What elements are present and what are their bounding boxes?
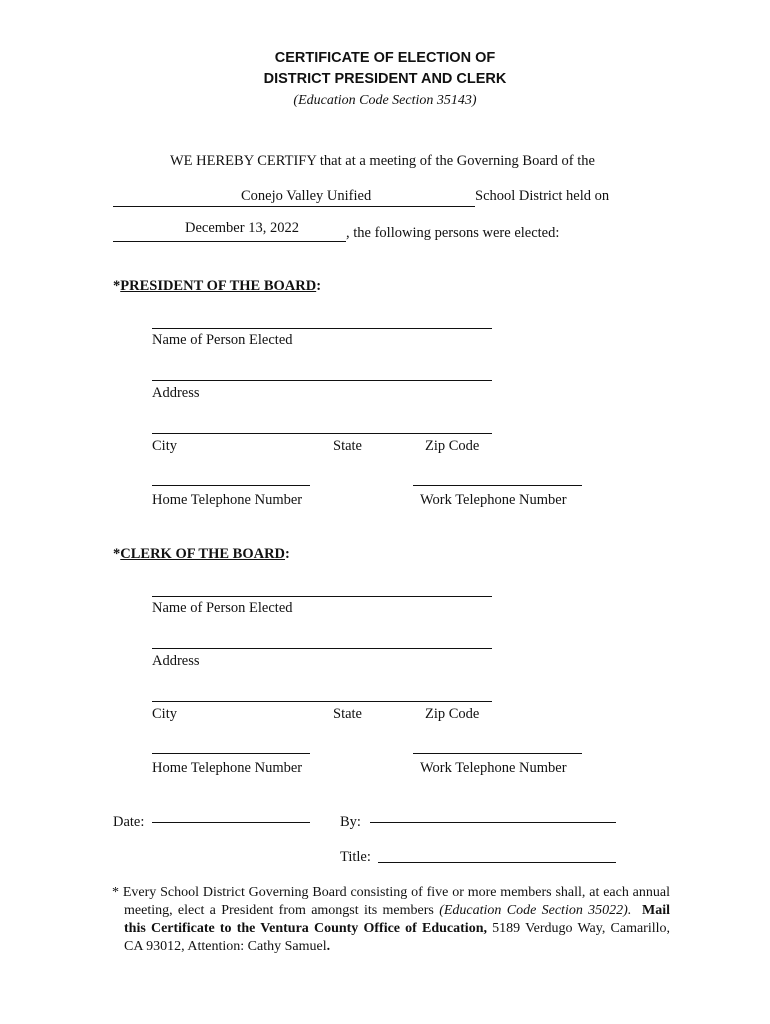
clerk-heading-text: CLERK OF THE BOARD — [120, 546, 286, 562]
clerk-work-phone-line[interactable] — [413, 753, 582, 754]
president-home-phone-line[interactable] — [152, 485, 310, 486]
clerk-zip-label: Zip Code — [425, 706, 480, 722]
president-heading-asterisk: * — [113, 278, 121, 294]
president-zip-label: Zip Code — [425, 438, 480, 454]
clerk-home-phone-line[interactable] — [152, 753, 310, 754]
date-line[interactable] — [152, 822, 310, 823]
president-name-line[interactable] — [152, 328, 492, 329]
meeting-date-line[interactable] — [113, 241, 346, 242]
meeting-date: December 13, 2022 — [185, 220, 299, 236]
certify-statement: WE HEREBY CERTIFY that at a meeting of the Governing Board of the — [170, 153, 595, 169]
president-heading-colon: : — [316, 278, 322, 294]
footnote-text: * Every School District Governing Board consisting of five or more members shall, at each annual meeting, elect a President from amongst its members — [112, 885, 670, 918]
footnote-citation: (Education Code Section 35022). — [439, 903, 632, 918]
title-label: Title: — [340, 849, 371, 865]
president-home-phone-label: Home Telephone Number — [152, 492, 303, 508]
clerk-name-label: Name of Person Elected — [152, 600, 293, 616]
district-suffix: School District held on — [475, 188, 610, 204]
clerk-heading-asterisk: * — [113, 546, 121, 562]
clerk-city-state-zip-line[interactable] — [152, 701, 492, 702]
date-label: Date: — [113, 814, 145, 830]
clerk-work-phone-label: Work Telephone Number — [420, 760, 567, 776]
district-name-line[interactable] — [113, 206, 475, 207]
district-name: Conejo Valley Unified — [241, 188, 372, 204]
clerk-address-line[interactable] — [152, 648, 492, 649]
clerk-city-label: City — [152, 706, 177, 722]
document-subtitle: (Education Code Section 35143) — [293, 93, 477, 108]
president-work-phone-label: Work Telephone Number — [420, 492, 567, 508]
president-heading — [113, 278, 321, 295]
president-address-line[interactable] — [152, 380, 492, 381]
by-label: By: — [340, 814, 361, 830]
president-city-label: City — [152, 438, 177, 454]
clerk-heading-colon: : — [285, 546, 290, 562]
footnote-mail-instruction: Mail this Certificate to the Ventura County Office of Education, — [124, 903, 670, 936]
document-title-line1: CERTIFICATE OF ELECTION OF — [274, 50, 496, 66]
clerk-name-line[interactable] — [152, 596, 492, 597]
clerk-heading — [113, 546, 290, 563]
by-signature-line[interactable] — [370, 822, 616, 823]
title-line[interactable] — [378, 862, 616, 863]
footnote — [112, 884, 670, 956]
document-title-line2: DISTRICT PRESIDENT AND CLERK — [263, 71, 507, 87]
president-work-phone-line[interactable] — [413, 485, 582, 486]
date-suffix: , the following persons were elected: — [346, 225, 560, 241]
president-state-label: State — [333, 438, 362, 454]
president-city-state-zip-line[interactable] — [152, 433, 492, 434]
clerk-home-phone-label: Home Telephone Number — [152, 760, 303, 776]
clerk-address-label: Address — [152, 653, 200, 669]
clerk-state-label: State — [333, 706, 362, 722]
president-heading-text: PRESIDENT OF THE BOARD — [120, 278, 317, 294]
footnote-final-period: . — [326, 939, 331, 954]
president-address-label: Address — [152, 385, 200, 401]
president-name-label: Name of Person Elected — [152, 332, 293, 348]
footnote-address: 5189 Verdugo Way, Camarillo, CA 93012, Attention: Cathy Samuel — [124, 921, 670, 954]
